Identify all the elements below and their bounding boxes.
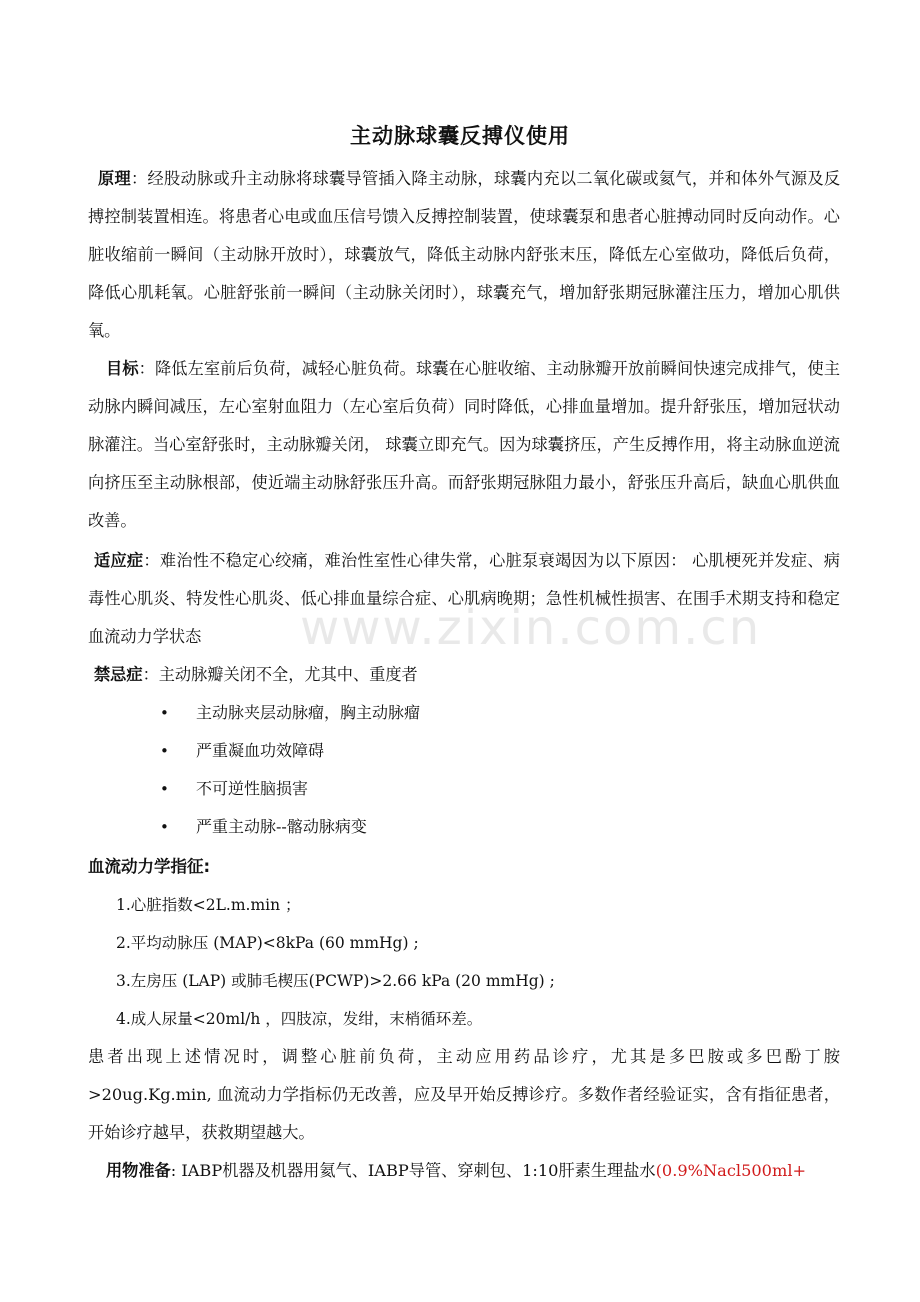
list-item: • 严重凝血功效障碍 bbox=[160, 732, 760, 770]
principle-label: 原理 bbox=[98, 169, 131, 188]
contraindications-list bbox=[160, 694, 760, 846]
contraindications-paragraph bbox=[88, 656, 840, 694]
supplies-red-text: (0.9%Nacl500ml+ bbox=[655, 1161, 807, 1180]
list-item: 3.左房压 (LAP) 或肺毛楔压(PCWP)>2.66 kPa (20 mmHg) ; bbox=[116, 972, 555, 990]
goal-label: 目标 bbox=[106, 359, 139, 378]
goal-paragraph bbox=[88, 350, 840, 540]
supplies-text: : IABP机器及机器用氦气、IABP导管、穿刺包、1:10肝素生理盐水 bbox=[170, 1161, 656, 1180]
goal-text: ：降低左室前后负荷，减轻心脏负荷。球囊在心脏收缩、主动脉瓣开放前瞬间快速完成排气，使主动脉内瞬间减压，左心室射血阻力（左心室后负荷）同时降低，心排血量增加。提升舒张压，增加冠状动脉灌注。当心室舒张时，主动脉瓣关闭， 球囊立即充气。因为球囊挤压，产生反搏作用，将主动脉血逆流向挤压至主动脉根部，使近端主动脉舒张压升高。而舒张期冠脉阻力最小，舒张压升高后，缺血心肌供血改善。 bbox=[88, 359, 841, 530]
indications-text: ：难治性不稳定心绞痛，难治性室性心律失常，心脏泵衰竭因为以下原因： 心肌梗死并发症、病毒性心肌炎、特发性心肌炎、低心排血量综合症、心肌病晚期；急性机械性损害、在围手术期支持和稳定血流动力学状态 bbox=[88, 551, 840, 646]
list-item: • 主动脉夹层动脉瘤，胸主动脉瘤 bbox=[160, 694, 760, 732]
watermark: www.zixin.com.cn bbox=[300, 600, 762, 656]
list-item: 1.心脏指数<2L.m.min ； bbox=[116, 896, 301, 914]
bullet-icon: • bbox=[160, 780, 169, 798]
contraindications-text: ：主动脉瓣关闭不全，尤其中、重度者 bbox=[142, 665, 418, 684]
list-item: 4.成人尿量<20ml/h ，四肢凉，发绀，末梢循环差。 bbox=[116, 1010, 483, 1028]
supplies-label: 用物准备 bbox=[106, 1161, 171, 1180]
contraindications-label: 禁忌症 bbox=[94, 665, 143, 684]
hemodynamic-criteria-list bbox=[116, 886, 555, 1038]
page-title: 主动脉球囊反搏仪使用 bbox=[350, 124, 570, 148]
treatment-paragraph: 患者出现上述情况时，调整心脏前负荷，主动应用药品诊疗，尤其是多巴胺或多巴酚丁胺>20ug.Kg.min, 血流动力学指标仍无改善，应及早开始反搏诊疗。多数作者经验证实，含有指征患者，开始诊疗越早，获救期望越大。 bbox=[88, 1047, 840, 1142]
supplies-paragraph bbox=[88, 1152, 840, 1190]
list-item: • 不可逆性脑损害 bbox=[160, 770, 760, 808]
bullet-icon: • bbox=[160, 742, 169, 760]
indications-label: 适应症 bbox=[94, 551, 144, 570]
bullet-icon: • bbox=[160, 818, 169, 836]
principle-paragraph bbox=[88, 160, 840, 350]
bullet-icon: • bbox=[160, 704, 169, 722]
list-item: 2.平均动脉压 (MAP)<8kPa (60 mmHg) ; bbox=[116, 934, 419, 952]
principle-text: ：经股动脉或升主动脉将球囊导管插入降主动脉，球囊内充以二氧化碳或氦气，并和体外气源及反搏控制装置相连。将患者心电或血压信号馈入反搏控制装置，使球囊泵和患者心脏搏动同时反向动作。心脏收缩前一瞬间（主动脉开放时），球囊放气，降低主动脉内舒张末压，降低左心室做功，降低后负荷，降低心肌耗氧。心脏舒张前一瞬间（主动脉关闭时），球囊充气，增加舒张期冠脉灌注压力，增加心肌供氧。 bbox=[88, 169, 841, 340]
hemodynamic-heading: 血流动力学指征: bbox=[88, 857, 211, 876]
list-item: • 严重主动脉--髂动脉病变 bbox=[160, 808, 760, 846]
indications-paragraph bbox=[88, 542, 840, 656]
